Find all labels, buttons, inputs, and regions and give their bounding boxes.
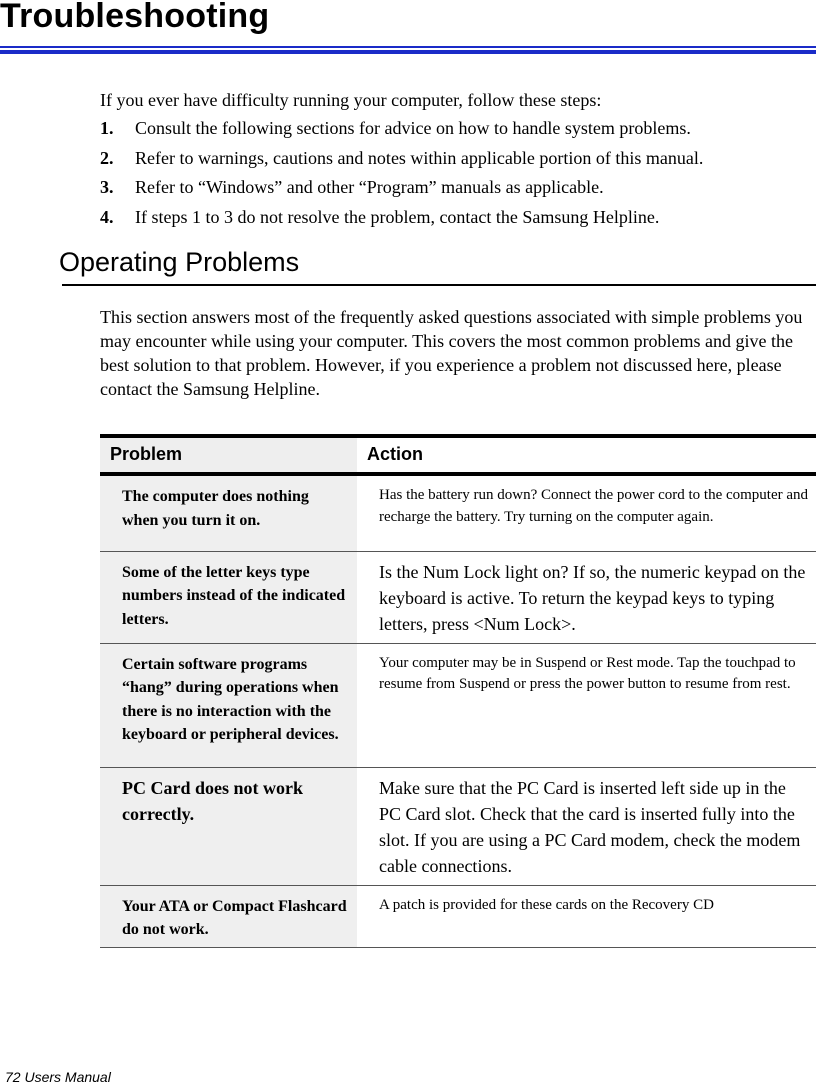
step-number: 1.	[100, 118, 114, 138]
title-rule-thin	[0, 46, 816, 48]
table-row	[100, 767, 816, 885]
intro-text: If you ever have difficulty running your computer, follow these steps:	[100, 90, 602, 110]
section-paragraph: This section answers most of the frequently asked questions associated with simple problems you may encounter while using your computer. This covers the most common problems and give the best solution to that problem. However, if you experience a problem not discussed here, please contact the Samsung Helpline.	[100, 307, 803, 399]
step-number: 2.	[100, 147, 114, 168]
problem-cell: PC Card does not work correctly.	[100, 767, 357, 885]
action-cell: A patch is provided for these cards on the Recovery CD	[357, 885, 816, 947]
step-text: Refer to warnings, cautions and notes within applicable portion of this manual.	[135, 147, 704, 168]
page-title: Troubleshooting	[0, 0, 270, 35]
step-number: 3.	[100, 177, 114, 197]
action-cell: Your computer may be in Suspend or Rest mode. Tap the touchpad to resume from Suspend or press the power button to resume from rest.	[357, 643, 816, 767]
title-rule-thick	[0, 50, 816, 54]
problems-table	[100, 434, 816, 948]
section-rule	[62, 284, 816, 286]
table-row	[100, 885, 816, 947]
problem-cell: Certain software programs “hang” during operations when there is no interaction with the keyboard or peripheral devices.	[100, 643, 357, 767]
list-item	[100, 205, 703, 235]
list-item	[100, 146, 703, 176]
list-item	[100, 175, 703, 205]
page-footer: 72 Users Manual	[5, 1069, 111, 1085]
problem-cell: The computer does nothing when you turn it on.	[100, 474, 357, 551]
table-row	[100, 551, 816, 643]
table-header-row	[100, 436, 816, 474]
header-problem: Problem	[100, 436, 357, 474]
action-cell: Make sure that the PC Card is inserted left side up in the PC Card slot. Check that the card is inserted fully into the slot. If you are using a PC Card modem, check the modem cable connections.	[357, 767, 816, 885]
problem-cell: Your ATA or Compact Flashcard do not work.	[100, 885, 357, 947]
action-cell: Is the Num Lock light on? If so, the numeric keypad on the keyboard is active. To return the keypad keys to typing letters, press <Num Lock>.	[357, 551, 816, 643]
step-text: Consult the following sections for advice on how to handle system problems.	[135, 118, 691, 138]
step-text: If steps 1 to 3 do not resolve the problem, contact the Samsung Helpline.	[135, 206, 660, 227]
step-text: Refer to “Windows” and other “Program” manuals as applicable.	[135, 177, 604, 197]
problem-cell: Some of the letter keys type numbers instead of the indicated letters.	[100, 551, 357, 643]
step-number: 4.	[100, 206, 114, 227]
header-action: Action	[357, 436, 816, 474]
table-row	[100, 643, 816, 767]
action-cell: Has the battery run down? Connect the power cord to the computer and recharge the battery. Try turning on the computer again.	[357, 474, 816, 551]
steps-list	[100, 116, 703, 234]
list-item	[100, 116, 703, 146]
section-heading: Operating Problems	[59, 247, 300, 277]
table-row	[100, 474, 816, 551]
